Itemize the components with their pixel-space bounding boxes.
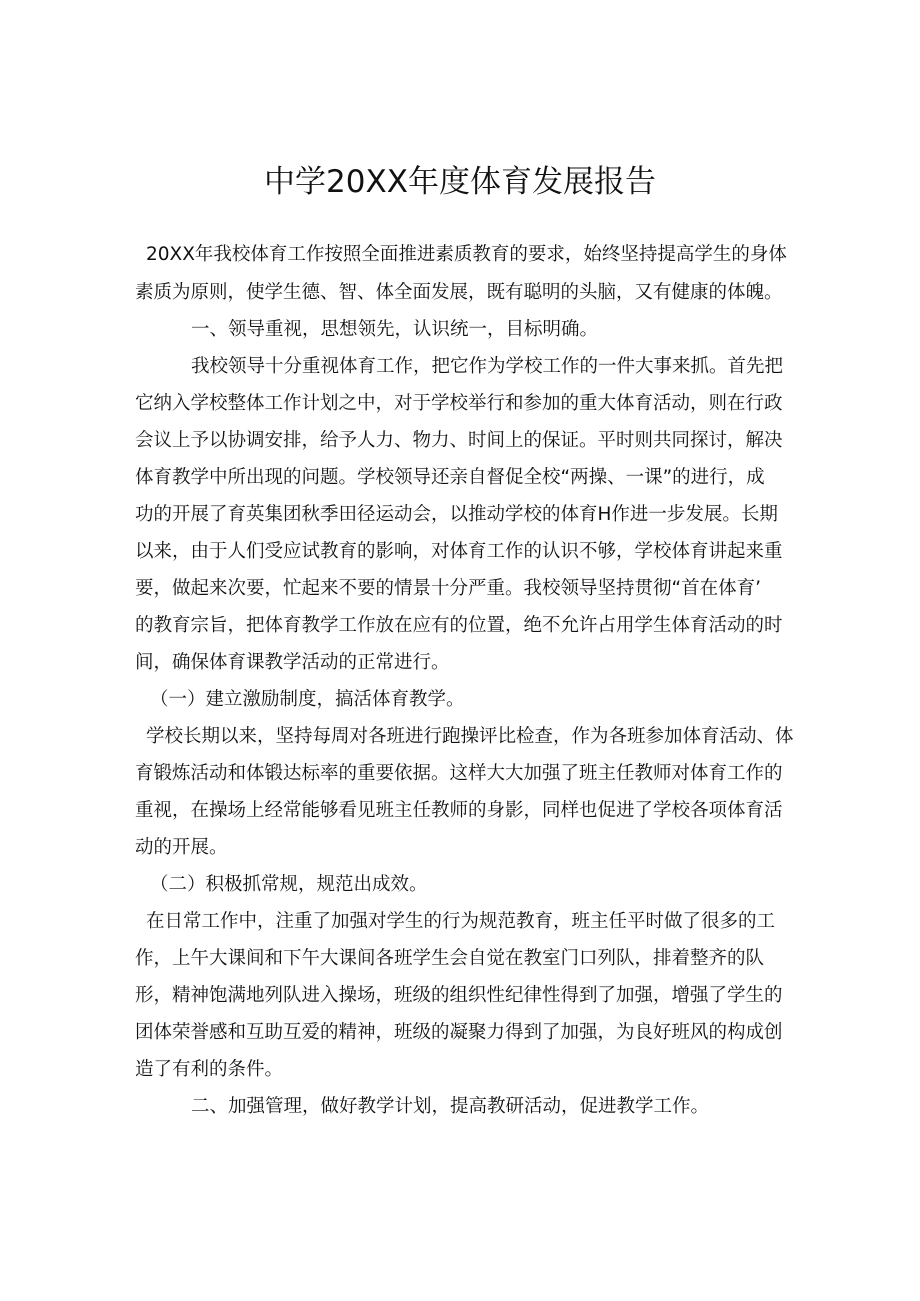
section-heading: 一、领导重视，思想领先，认识统一，目标明确。 [191, 319, 599, 340]
body-line: 动的开展。 [135, 837, 228, 858]
section-heading: 二、加强管理，做好教学计划，提高教研活动，促进教学工作。 [191, 1096, 710, 1117]
body-line: 造了有利的条件。 [135, 1059, 284, 1080]
body-line: 我校领导十分重视体育工作，把它作为学校工作的一件大事来抓。首先把 [191, 356, 784, 377]
body-line: 重视，在操场上经常能够看见班主任教师的身影，同样也促进了学校各项体育活 [135, 800, 783, 821]
body-line: 功的开展了育英集团秋季田径运动会，以推动学校的体育H作进一步发展。长期 [135, 504, 778, 525]
body-line: 育锻炼活动和体锻达标率的重要依据。这样大大加强了班主任教师对体育工作的 [135, 763, 783, 784]
document-title: 中学20XX年度体育发展报告 [264, 164, 656, 200]
body-line: 素质为原则，使学生德、智、体全面发展，既有聪明的头脑，又有健康的体魄。 [135, 282, 783, 303]
body-line: 的教育宗旨，把体育教学工作放在应有的位置，绝不允许占用学生体育活动的时 [135, 615, 783, 636]
subsection-heading: （二）积极抓常规，规范出成效。 [150, 874, 428, 895]
body-line: 团体荣誉感和互助互爱的精神，班级的凝聚力得到了加强，为良好班风的构成创 [135, 1022, 783, 1043]
body-line: 学校长期以来，坚持每周对各班进行跑操评比检查，作为各班参加体育活动、体 [146, 726, 794, 747]
body-line: 要，做起来次要，忙起来不要的情景十分严重。我校领导坚持贯彻“首在体育’ [135, 578, 761, 599]
body-line: 体育教学中所出现的问题。学校领导还亲自督促全校“两操、一课”的进行，成 [135, 467, 765, 488]
body-line: 20XX年我校体育工作按照全面推进素质教育的要求，始终坚持提高学生的身体 [146, 244, 787, 265]
body-line: 它纳入学校整体工作计划之中，对于学校举行和参加的重大体育活动，则在行政 [135, 393, 783, 414]
body-line: 以来，由于人们受应试教育的影响，对体育工作的认识不够，学校体育讲起来重 [135, 541, 783, 562]
body-line: 作，上午大课间和下午大课间各班学生会自觉在教室门口列队，排着整齐的队 [135, 948, 765, 969]
body-line: 间，确保体育课教学活动的正常进行。 [135, 652, 450, 673]
body-line: 会议上予以协调安排，给予人力、物力、时间上的保证。平时则共同探讨，解决 [135, 430, 783, 451]
body-line: 在日常工作中，注重了加强对学生的行为规范教育，班主任平时做了很多的工 [146, 911, 776, 932]
body-line: 形，精神饱满地列队进入操场，班级的组织性纪律性得到了加强，增强了学生的 [135, 985, 783, 1006]
subsection-heading: （一）建立激励制度，搞活体育教学。 [150, 689, 465, 710]
